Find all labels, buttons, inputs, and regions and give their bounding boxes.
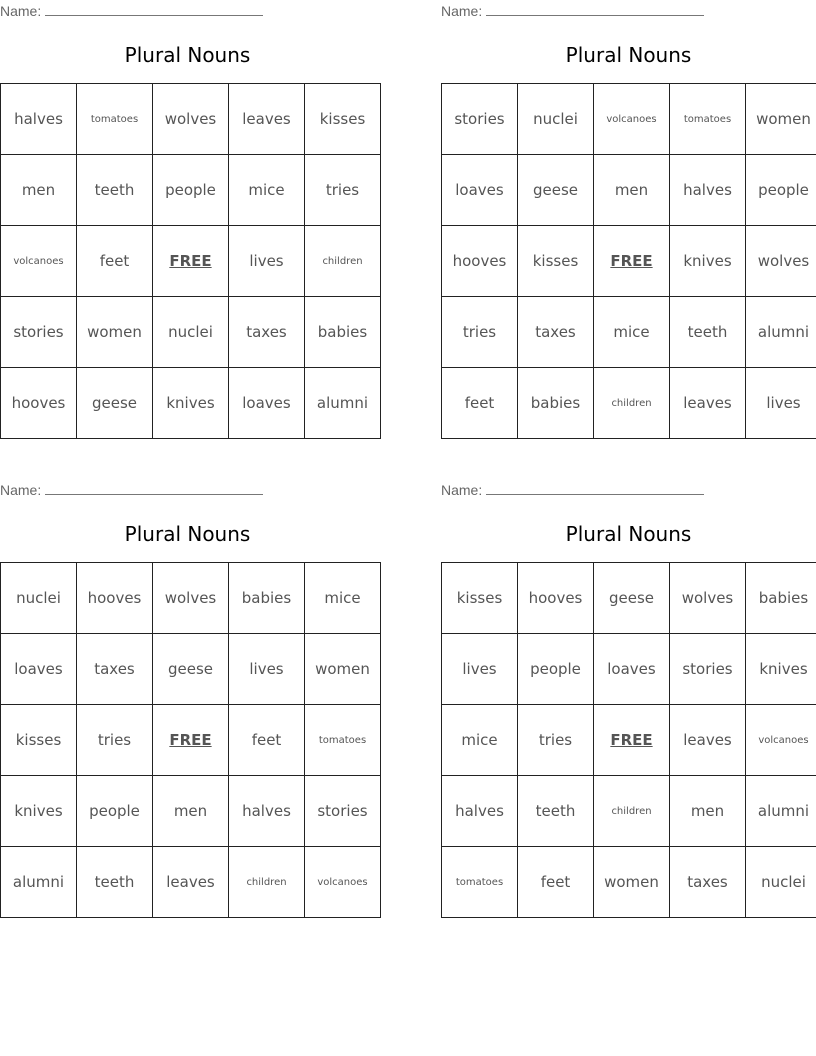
bingo-cell: wolves <box>153 563 229 634</box>
bingo-cell: tries <box>305 155 381 226</box>
bingo-cell: people <box>77 776 153 847</box>
bingo-grid <box>441 562 816 918</box>
grid-row <box>1 368 381 439</box>
grid-row <box>442 847 816 918</box>
bingo-cell: volcanoes <box>1 226 77 297</box>
name-label: Name: <box>441 3 483 19</box>
bingo-cell: teeth <box>77 155 153 226</box>
bingo-cell: alumni <box>746 297 816 368</box>
free-space-cell: FREE <box>153 226 229 297</box>
grid-row <box>442 155 816 226</box>
bingo-cell: nuclei <box>746 847 816 918</box>
bingo-cell: mice <box>229 155 305 226</box>
bingo-cell: halves <box>670 155 746 226</box>
bingo-cell: tomatoes <box>77 84 153 155</box>
bingo-cell: children <box>594 368 670 439</box>
bingo-cell: nuclei <box>518 84 594 155</box>
bingo-cell: people <box>746 155 816 226</box>
free-space-cell: FREE <box>594 705 670 776</box>
bingo-cell: halves <box>229 776 305 847</box>
bingo-cell: hooves <box>518 563 594 634</box>
bingo-cell: leaves <box>670 368 746 439</box>
bingo-cell: tomatoes <box>442 847 518 918</box>
bingo-cell: geese <box>77 368 153 439</box>
bingo-cell: stories <box>1 297 77 368</box>
bingo-cell: people <box>518 634 594 705</box>
bingo-grid <box>0 562 381 918</box>
bingo-cell: people <box>153 155 229 226</box>
bingo-cell: tries <box>518 705 594 776</box>
bingo-cell: taxes <box>670 847 746 918</box>
bingo-cell: wolves <box>153 84 229 155</box>
bingo-cell: babies <box>229 563 305 634</box>
bingo-cell: women <box>746 84 816 155</box>
bingo-cell: geese <box>518 155 594 226</box>
bingo-cell: alumni <box>746 776 816 847</box>
bingo-cell: kisses <box>518 226 594 297</box>
bingo-cell: alumni <box>1 847 77 918</box>
grid-row <box>1 297 381 368</box>
bingo-cell: volcanoes <box>305 847 381 918</box>
grid-row <box>442 226 816 297</box>
bingo-cell: leaves <box>153 847 229 918</box>
bingo-cell: teeth <box>670 297 746 368</box>
bingo-cell: men <box>1 155 77 226</box>
grid-row <box>1 705 381 776</box>
grid-row <box>1 847 381 918</box>
grid-row <box>1 155 381 226</box>
bingo-cell: men <box>594 155 670 226</box>
bingo-cell: alumni <box>305 368 381 439</box>
bingo-cell: lives <box>229 634 305 705</box>
name-blank-line[interactable] <box>486 3 704 16</box>
bingo-cell: stories <box>442 84 518 155</box>
bingo-cell: hooves <box>1 368 77 439</box>
bingo-cell: tomatoes <box>305 705 381 776</box>
name-field <box>0 3 263 19</box>
bingo-cell: mice <box>594 297 670 368</box>
bingo-cell: children <box>594 776 670 847</box>
grid-row <box>442 776 816 847</box>
bingo-cell: geese <box>153 634 229 705</box>
bingo-grid <box>441 83 816 439</box>
grid-row <box>442 634 816 705</box>
bingo-cell: teeth <box>518 776 594 847</box>
bingo-cell: knives <box>670 226 746 297</box>
bingo-cell: stories <box>305 776 381 847</box>
name-field <box>441 3 704 19</box>
bingo-cell: tomatoes <box>670 84 746 155</box>
free-space-cell: FREE <box>594 226 670 297</box>
name-blank-line[interactable] <box>45 482 263 495</box>
bingo-cell: wolves <box>670 563 746 634</box>
bingo-cell: stories <box>670 634 746 705</box>
bingo-cell: lives <box>229 226 305 297</box>
grid-row <box>1 634 381 705</box>
bingo-cell: teeth <box>77 847 153 918</box>
bingo-cell: women <box>305 634 381 705</box>
bingo-cell: knives <box>1 776 77 847</box>
card-title: Plural Nouns <box>565 43 692 67</box>
bingo-cell: mice <box>442 705 518 776</box>
name-blank-line[interactable] <box>45 3 263 16</box>
bingo-cell: kisses <box>442 563 518 634</box>
grid-row <box>442 297 816 368</box>
bingo-cell: taxes <box>77 634 153 705</box>
bingo-cell: feet <box>229 705 305 776</box>
bingo-cell: lives <box>442 634 518 705</box>
bingo-cell: wolves <box>746 226 816 297</box>
bingo-cell: nuclei <box>1 563 77 634</box>
card-title: Plural Nouns <box>124 522 251 546</box>
grid-row <box>442 563 816 634</box>
bingo-cell: halves <box>442 776 518 847</box>
bingo-cell: knives <box>153 368 229 439</box>
grid-row <box>1 226 381 297</box>
bingo-cell: nuclei <box>153 297 229 368</box>
bingo-grid <box>0 83 381 439</box>
free-space-cell: FREE <box>153 705 229 776</box>
name-blank-line[interactable] <box>486 482 704 495</box>
grid-row <box>1 84 381 155</box>
bingo-cell: leaves <box>670 705 746 776</box>
bingo-cell: volcanoes <box>594 84 670 155</box>
name-label: Name: <box>0 482 42 498</box>
grid-row <box>1 776 381 847</box>
grid-row <box>442 84 816 155</box>
grid-row <box>1 563 381 634</box>
bingo-cell: hooves <box>442 226 518 297</box>
name-field <box>441 482 704 498</box>
bingo-cell: men <box>670 776 746 847</box>
bingo-cell: tries <box>77 705 153 776</box>
bingo-cell: feet <box>518 847 594 918</box>
bingo-cell: mice <box>305 563 381 634</box>
grid-row <box>442 705 816 776</box>
name-label: Name: <box>441 482 483 498</box>
bingo-cell: taxes <box>518 297 594 368</box>
bingo-cell: knives <box>746 634 816 705</box>
bingo-cell: loaves <box>594 634 670 705</box>
bingo-cell: feet <box>77 226 153 297</box>
bingo-cell: babies <box>305 297 381 368</box>
bingo-cell: loaves <box>229 368 305 439</box>
bingo-cell: kisses <box>1 705 77 776</box>
bingo-cell: loaves <box>1 634 77 705</box>
bingo-cell: volcanoes <box>746 705 816 776</box>
bingo-cell: children <box>305 226 381 297</box>
name-field <box>0 482 263 498</box>
bingo-cell: feet <box>442 368 518 439</box>
bingo-cell: taxes <box>229 297 305 368</box>
grid-row <box>442 368 816 439</box>
bingo-cell: men <box>153 776 229 847</box>
bingo-cell: tries <box>442 297 518 368</box>
bingo-cell: geese <box>594 563 670 634</box>
bingo-cell: leaves <box>229 84 305 155</box>
bingo-cell: babies <box>746 563 816 634</box>
bingo-cell: halves <box>1 84 77 155</box>
name-label: Name: <box>0 3 42 19</box>
bingo-cell: babies <box>518 368 594 439</box>
bingo-cell: women <box>594 847 670 918</box>
bingo-cell: hooves <box>77 563 153 634</box>
card-title: Plural Nouns <box>565 522 692 546</box>
bingo-cell: kisses <box>305 84 381 155</box>
bingo-cell: children <box>229 847 305 918</box>
bingo-cell: women <box>77 297 153 368</box>
bingo-cell: lives <box>746 368 816 439</box>
bingo-cell: loaves <box>442 155 518 226</box>
card-title: Plural Nouns <box>124 43 251 67</box>
